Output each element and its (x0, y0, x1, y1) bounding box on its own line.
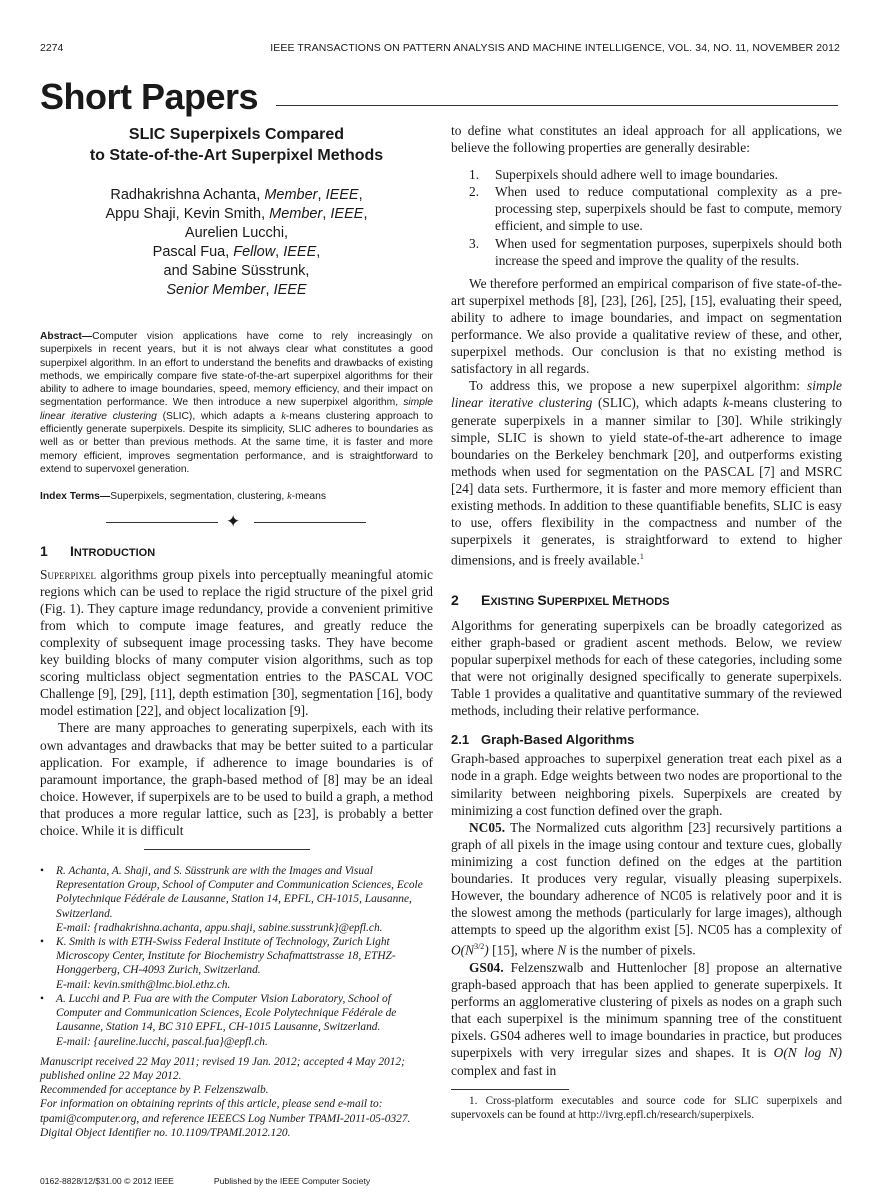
paragraph: There are many approaches to generating superpixels, each with its own advantages and drawbacks that may be better suited to a particular application. For example, if adherence to image boundaries is of paramount importance, the graph-based method of [8] may be an ideal choice. However, if superpixels are to be used to build a graph, a method that produces a more regular lattice, such as [23], is probably a better choice. While it is difficult (40, 720, 433, 838)
bottom-line (40, 1176, 370, 1186)
author-list (40, 186, 433, 300)
bullet-icon: • (40, 992, 44, 1005)
running-header (40, 42, 840, 56)
right-text (451, 122, 842, 569)
paragraph: Algorithms for generating superpixels can be broadly categorized as either graph-based or gradient ascent methods. Below, we review popular superpixel methods for each of these categories, including some that were not originally designed specifically to generate superpixels. Table 1 provides a qualitative and quantitative summary of the reviewed methods, including their relative performance. (451, 617, 842, 719)
bullet-icon: • (40, 865, 44, 878)
manuscript-info: Manuscript received 22 May 2011; revised 19 Jan. 2012; accepted 4 May 2012; published online 22 May 2012. Recommended for acceptance by P. Felzenszwalb. For information on obtaining reprints of this article, please send e-mail to: tpami@computer.org, and reference IEEECS Log Number TPAMI-2011-05-0327. Digital Object Identifier no. 10.1109/TPAMI.2012.120. (40, 1055, 411, 1139)
paper-title (40, 124, 433, 166)
section-title: Short Papers (40, 76, 259, 117)
author-line: Pascal Fua, Fellow, IEEE, (152, 244, 321, 260)
paragraph: GS04. Felzenszwalb and Huttenlocher [8] propose an alternative graph-based approach that has been applied to generate superpixels. It performs an agglomerative clustering of pixels as nodes on a graph such that each superpixel is the minimum spanning tree of the constituent pixels. GS04 adheres well to image boundaries in practice, but produces superpixels with very irregular sizes and shapes. It is O(N log N) complex and fast in (451, 959, 842, 1078)
paragraph: Graph-based approaches to superpixel generation treat each pixel as a node in a graph. Edge weights between two nodes are proportional to the similarity between neighboring pixels. Superpixels are created by minimizing a cost function defined over the graph. (451, 751, 842, 818)
subsection-heading-graph-based: 2.1 Graph-Based Algorithms (451, 732, 635, 748)
section-heading-existing-methods: 2 EXISTING SUPERPIXEL METHODS (451, 591, 670, 608)
graph-based-text (451, 750, 842, 1078)
abstract: Abstract—Computer vision applications have come to rely increasingly on superpixels in recent years, but it is not always clear what constitutes a good superpixel algorithm. In an effort to understand the benefits and drawbacks of existing methods, we empirically compare five state-of-the-art superpixel algorithms for their ability to adhere to image boundaries, speed, memory efficiency, and their impact on segmentation performance. We then introduce a new superpixel algorithm, simple linear iterative clustering (SLIC), which adapts a k-means clustering approach to efficiently generate superpixels. Despite its simplicity, SLIC adheres to boundaries as well as or better than previous methods. At the same time, it is faster and more memory efficient, improves segmentation performance, and is straightforward to extend to supervoxel generation. (40, 331, 433, 475)
index-terms: Index Terms—Superpixels, segmentation, clustering, k-means (40, 491, 326, 503)
left-column (40, 122, 433, 1140)
author-line: Aurelien Lucchi, (184, 225, 289, 241)
properties-list (451, 166, 842, 269)
footnote-item: • R. Achanta, A. Shaji, and S. Süsstrunk are with the Images and Visual Representation Group, School of Computer and Communication Sciences, Ecole Polytechnique Fédérale de Lausanne, Station 14, EPFL, CH-1015, Lausanne, Switzerland. E-mail: {radhakrishna.achanta, appu.shaji, sabine.susstrunk}@epfl.ch. (40, 865, 423, 934)
ornament-divider (40, 512, 433, 532)
author-line: Senior Member, IEEE (166, 282, 307, 298)
footnote-1: 1. Cross-platform executables and source code for SLIC superpixels and supervoxels can be found at http://ivrg.epfl.ch/research/superpixels. (451, 1094, 842, 1121)
footnote-item: • A. Lucchi and P. Fua are with the Computer Vision Laboratory, School of Computer and Communication Sciences, Ecole Polytechnique Fédérale de Lausanne, Station 14, BC 310 EPFL, CH-1015 Lausanne, Switzerland. E-mail: {aureline.lucchi, pascal.fua}@epfl.ch. (40, 992, 397, 1048)
index-terms-label: Index Terms— (40, 491, 111, 503)
footnote-item: • K. Smith is with ETH-Swiss Federal Institute of Technology, Zurich Light Microscopy Center, Institute for Biochemistry Schafmattstrasse 18, ETHZ-Honggerberg, CH-4093 Zurich, Switzerland. E-mail: kevin.smith@lmc.biol.ethz.ch. (40, 936, 396, 991)
paragraph: NC05. The Normalized cuts algorithm [23] recursively partitions a graph of all pixels in the image using contour and texture cues, globally minimizing a cost function defined on the edges at the partition boundaries. It produces very regular, visually pleasing superpixels. However, the boundary adherence of NC05 is relatively poor and it is the slowest among the methods (particularly for large images), although attempts to speed up the algorithm exist [5]. NC05 has a complexity of $O(N^{3/2})$ [15], where N is the number of pixels. (451, 819, 842, 958)
footnote-rule (144, 849, 310, 850)
paper-title-line-1: SLIC Superpixels Compared (128, 126, 345, 143)
abstract-label: Abstract— (40, 331, 93, 342)
list-item: 3. When used for segmentation purposes, superpixels should both increase the speed and improve the quality of the results. (469, 235, 842, 268)
paragraph: We therefore performed an empirical comparison of five state-of-the-art superpixel methods [8], [23], [26], [25], [15], evaluating their speed, ability to adhere to image boundaries, and impact on segmentation performance. We also provide a qualitative review of these, and other, superpixel methods. Our conclusion is that no existing method is satisfactory in all regards. (451, 275, 842, 377)
section-rule (276, 105, 838, 106)
copyright: 0162-8828/12/$31.00 © 2012 IEEE (40, 1176, 174, 1186)
existing-methods-text (451, 617, 842, 720)
publisher: Published by the IEEE Computer Society (213, 1176, 371, 1186)
paper-title-line-2: to State-of-the-Art Superpixel Methods (89, 147, 384, 164)
section-heading-introduction: 1 INTRODUCTION (40, 542, 156, 559)
introduction-text (40, 566, 433, 840)
author-line: and Sabine Süsstrunk, (163, 263, 310, 279)
list-item: 1. Superpixels should adhere well to image boundaries. (469, 167, 778, 183)
author-line: Radhakrishna Achanta, Member, IEEE, (110, 187, 363, 203)
journal-name: IEEE TRANSACTIONS ON PATTERN ANALYSIS AND MACHINE INTELLIGENCE, VOL. 34, NO. 11, NOVEMBER 2012 (270, 42, 840, 54)
paragraph: to define what constitutes an ideal approach for all applications, we believe the following properties are generally desirable: (451, 123, 842, 156)
page-number: 2274 (40, 42, 64, 54)
bullet-icon: • (40, 936, 44, 949)
right-column (451, 122, 842, 1122)
affiliation-footnotes (40, 864, 433, 1049)
footnote-rule (451, 1089, 569, 1090)
list-item: 2. When used to reduce computational complexity as a pre-processing step, superpixels should be fast to compute, memory efficient, and simple to use. (469, 184, 842, 234)
author-line: Appu Shaji, Kevin Smith, Member, IEEE, (105, 206, 368, 222)
paragraph: Superpixel algorithms group pixels into perceptually meaningful atomic regions which can be used to replace the rigid structure of the pixel grid (Fig. 1). They capture image redundancy, provide a convenient primitive from which to compute image features, and greatly reduce the complexity of subsequent image processing tasks. They have become key building blocks of many computer vision algorithms, such as top scoring multiclass object segmentation entries to the PASCAL VOC Challenge [9], [29], [11], depth estimation [30], segmentation [16], body model estimation [22], and object localization [9]. (40, 566, 433, 719)
paragraph: To address this, we propose a new superpixel algorithm: simple linear iterative clustering (SLIC), which adapts k-means clustering to generate superpixels in a manner similar to [30]. While strikingly simple, SLIC is shown to yield state-of-the-art adherence to image boundaries on the Berkeley benchmark [20], and outperforms existing methods when used for segmentation on the PASCAL [7] and MSRC [24] data sets. Furthermore, it is faster and more memory efficient than existing methods. In addition to these quantifiable benefits, SLIC is easy to use, offers flexibility in the compactness and number of the superpixels it generates, is straightforward to extend to higher dimensions, and is freely available.$^1$ (451, 378, 843, 568)
ornament-icon: ✦ (226, 511, 241, 531)
